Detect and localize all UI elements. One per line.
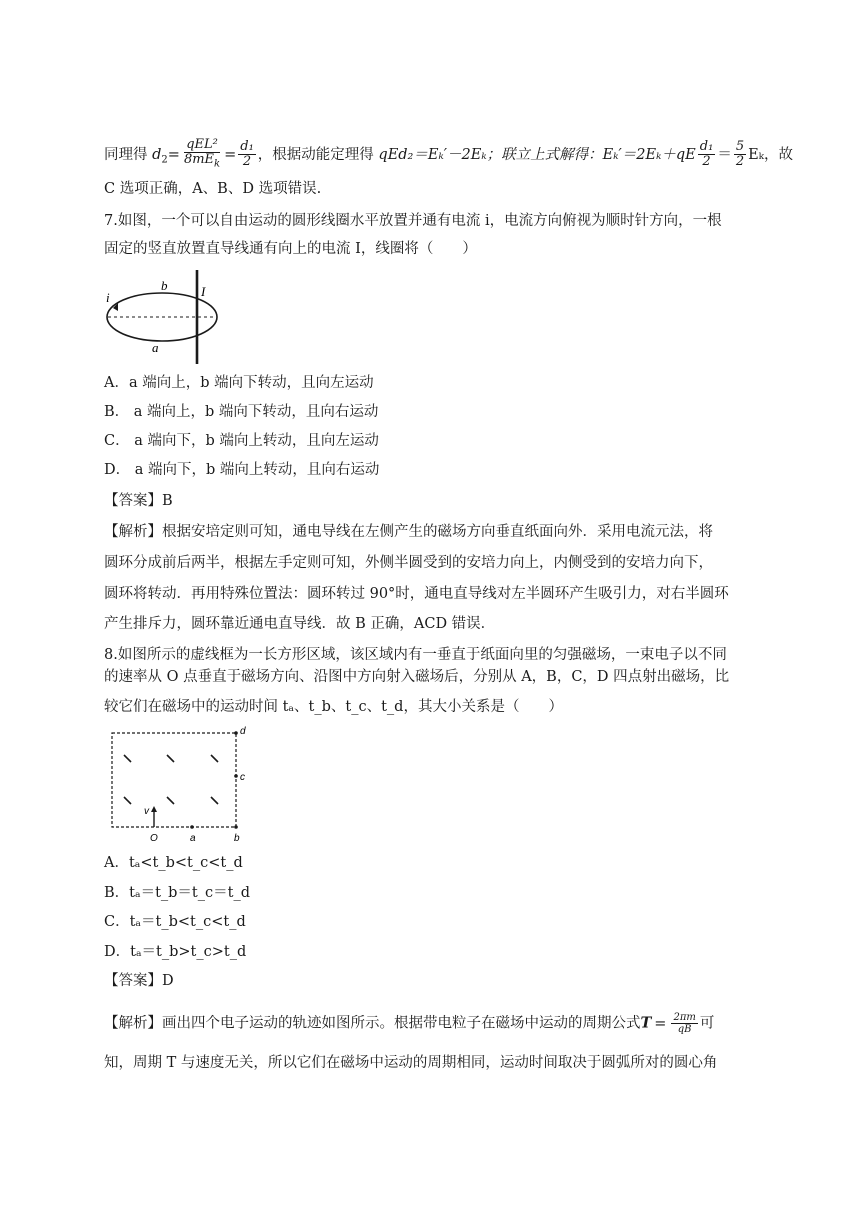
fraction-qel2-over-8mek [182,138,222,172]
q7-analysis-line-1: 【解析】根据安培定则可知，通电导线在左侧产生的磁场方向垂直纸面向外．采用电流元法，将 [104,524,713,540]
dashed-rectangle [112,733,236,827]
subscript: 2 [161,154,168,166]
label-a: a [152,340,159,355]
label-c: c [240,772,245,783]
label-d: d [240,726,246,737]
fraction-2pim-over-qb [671,1012,697,1035]
q8-analysis-line-1 [104,1012,714,1035]
label-O: O [150,833,158,844]
label-I: I [201,284,206,299]
q8-answer: 【答案】D [104,973,174,989]
q8-stem-line-2: 的速率从 O 点垂直于磁场方向、沿图中方向射入磁场后，分别从 A，B，C，D 四点射出磁场，比 [104,669,730,685]
q7-option-c: C． a 端向下，b 端向上转动，且向左运动 [104,433,379,449]
fraction-numerator: d₁ [699,139,714,155]
fraction-denominator: 2 [702,154,711,170]
q8-stem-line-3: 较它们在磁场中的运动时间 tₐ、t_b、t_c、t_d，其大小关系是（ ） [104,699,563,715]
fraction-numerator: 5 [735,139,745,155]
point-c [234,774,238,778]
coil-wire-diagram [100,266,230,368]
denominator-text: 8mE [183,152,215,167]
q7-option-d: D． a 端向下，b 端向上转动，且向右运动 [104,462,380,478]
label-i: i [106,290,110,305]
fraction-d1-over-2-b [698,140,716,169]
analysis-text: 【解析】画出四个电子运动的轨迹如图所示。根据带电粒子在磁场中运动的周期公式 [104,1015,641,1032]
q7-stem-line-2: 固定的竖直放置直导线通有向上的电流 I，线圈将（ ） [104,241,477,257]
fraction-denominator: 2 [242,154,252,170]
q8-figure [104,722,254,846]
text-segment: ，根据动能定理得 [257,146,379,163]
fraction-denominator: qB [677,1024,692,1035]
equals-sign: = [654,1015,667,1032]
point-b [234,825,238,829]
denominator-subscript: k [214,158,221,170]
q7-option-b: B． a 端向上，b 端向下转动，且向右运动 [104,404,379,420]
formula-T: T [640,1014,652,1032]
symbol-d: d [152,146,162,163]
q8-option-a: A．tₐ<t_b<t_c<t_d [104,855,243,871]
fraction-5-over-2 [734,140,746,169]
prev-solution-formula-segment [104,138,793,172]
q8-option-b: B．tₐ＝t_b＝t_c＝t_d [104,885,250,901]
fraction-numerator: 2πm [673,1012,696,1023]
q7-figure [100,266,230,368]
text-segment: 同理得 [104,146,153,163]
point-a [190,825,194,829]
prev-solution-line-1 [104,137,793,172]
prev-solution-line-2: C 选项正确，A、B、D 选项错误. [104,181,322,197]
fraction-d1-over-2 [238,140,256,169]
label-v: v [144,806,149,817]
energy-expression: qEd₂＝Eₖ′－2Eₖ；联立上式解得：Eₖ′＝2Eₖ＋qE [378,146,696,163]
fraction-numerator: d₁ [240,139,254,155]
equals-sign: = [224,146,237,163]
fraction-denominator [182,153,222,172]
field-marks [124,755,218,804]
fraction-numerator: qEL² [186,137,218,152]
label-b: b [161,278,168,293]
point-d [234,731,238,735]
q8-stem-line-1: 8.如图所示的虚线框为一长方形区域，该区域内有一垂直于纸面向里的匀强磁场，一束电子以不同 [104,647,727,663]
q7-answer: 【答案】B [104,493,173,509]
q7-analysis-line-4: 产生排斥力，圆环靠近通电直导线．故 B 正确，ACD 错误． [104,616,496,632]
text-segment: Eₖ，故 [748,146,793,163]
q8-analysis-line-2: 知，周期 T 与速度无关，所以它们在磁场中运动的周期相同，运动时间取决于圆弧所对的圆心角 [104,1055,718,1071]
magnetic-field-region-diagram [104,722,254,846]
fraction-denominator: 2 [735,154,745,170]
label-a: a [190,833,196,844]
q7-stem-line-1: 7.如图，一个可以自由运动的圆形线圈水平放置并通有电流 i，电流方向俯视为顺时针方向，一根 [104,213,722,229]
q7-analysis-line-3: 圆环将转动．再用特殊位置法：圆环转过 90°时，通电直导线对左半圆环产生吸引力，对右半圆环 [104,586,729,602]
q8-option-d: D．tₐ＝t_b>t_c>t_d [104,944,247,960]
equals-sign: = [167,146,180,163]
q7-option-a: A．a 端向上，b 端向下转动，且向左运动 [104,375,374,391]
analysis-text-tail: 可 [699,1015,715,1032]
velocity-arrowhead [151,806,157,812]
equals-sign: ＝ [717,146,732,163]
q8-option-c: C．tₐ＝t_b<t_c<t_d [104,914,246,930]
q7-analysis-line-2: 圆环分成前后两半，根据左手定则可知，外侧半圆受到的安培力向上，内侧受到的安培力向下， [104,555,713,571]
label-b: b [234,833,240,844]
